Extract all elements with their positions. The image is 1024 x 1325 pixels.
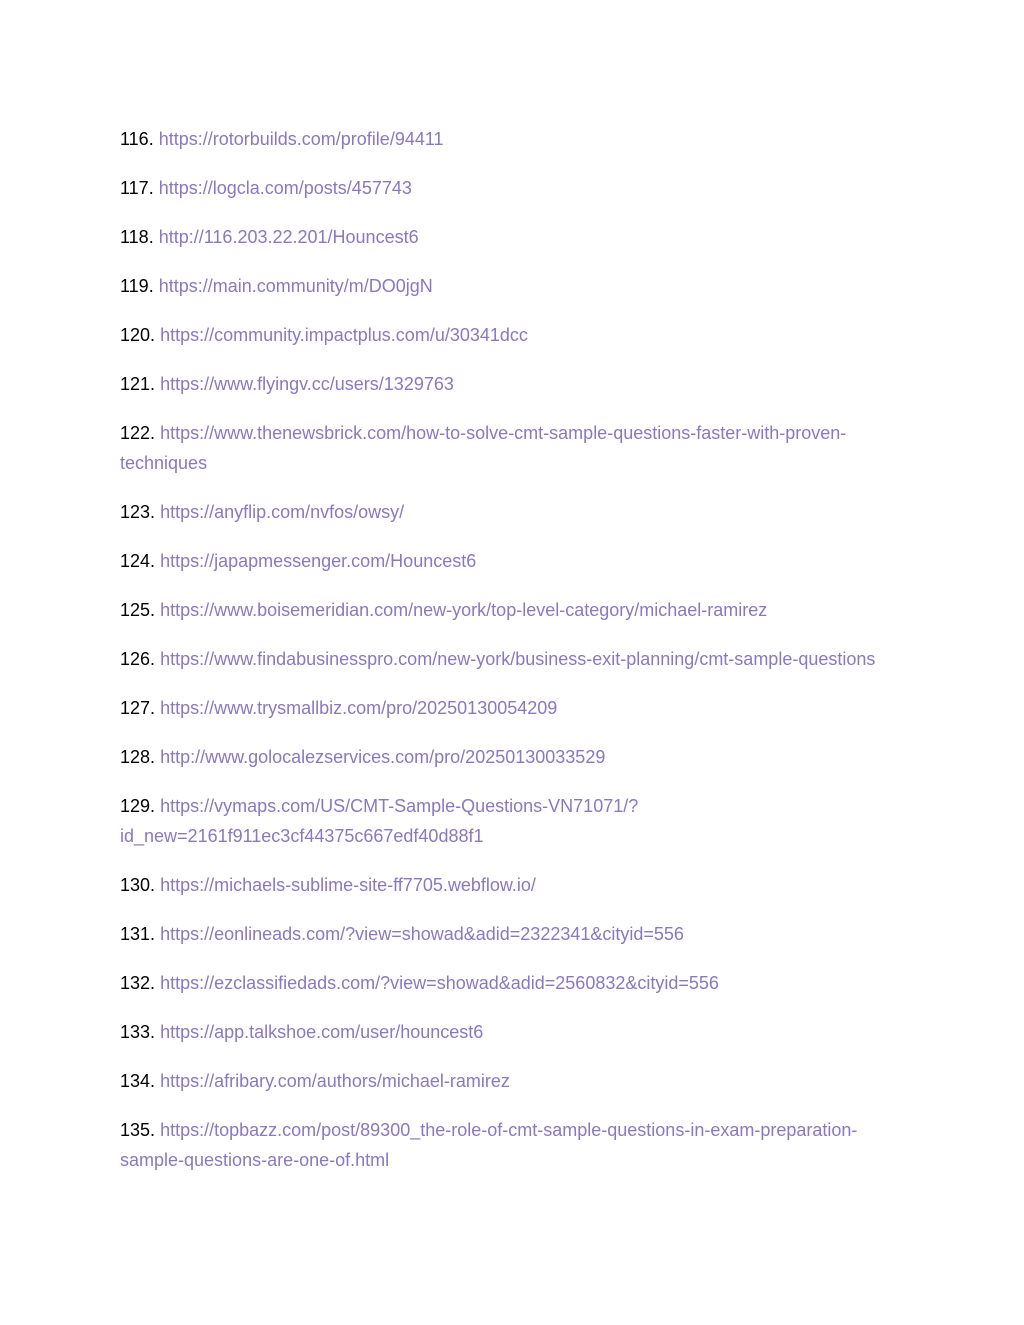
list-item — [120, 791, 910, 851]
list-item — [120, 418, 910, 478]
list-item — [120, 870, 910, 900]
item-link[interactable]: https://ezclassifiedads.com/?view=showad&adid=2560832&cityid=556 — [160, 973, 719, 993]
list-item — [120, 369, 910, 399]
list-item — [120, 742, 910, 772]
item-number: 134. — [120, 1071, 156, 1091]
item-number: 124. — [120, 551, 156, 571]
item-link[interactable]: https://www.flyingv.cc/users/1329763 — [160, 374, 454, 394]
item-number: 135. — [120, 1120, 156, 1140]
item-link[interactable]: https://www.trysmallbiz.com/pro/20250130054209 — [160, 698, 558, 718]
item-number: 122. — [120, 423, 156, 443]
document-page — [120, 124, 910, 1194]
item-number: 128. — [120, 747, 156, 767]
list-item — [120, 1066, 910, 1096]
list-item — [120, 320, 910, 350]
item-link[interactable]: https://community.impactplus.com/u/30341dcc — [160, 325, 528, 345]
item-number: 123. — [120, 502, 156, 522]
item-number: 118. — [120, 227, 154, 247]
item-link[interactable]: http://www.golocalezservices.com/pro/20250130033529 — [160, 747, 606, 767]
item-number: 130. — [120, 875, 156, 895]
list-item — [120, 497, 910, 527]
item-link[interactable]: http://116.203.22.201/Houncest6 — [158, 227, 419, 247]
list-item — [120, 644, 910, 674]
item-link[interactable]: https://vymaps.com/US/CMT-Sample-Questions-VN71071/?id_new=2161f911ec3cf44375c667edf40d88f1 — [120, 796, 639, 846]
item-number: 117. — [120, 178, 154, 198]
item-link[interactable]: https://japapmessenger.com/Houncest6 — [160, 551, 477, 571]
item-link[interactable]: https://main.community/m/DO0jgN — [158, 276, 433, 296]
item-number: 132. — [120, 973, 156, 993]
list-item — [120, 1017, 910, 1047]
list-item — [120, 919, 910, 949]
item-link[interactable]: https://app.talkshoe.com/user/houncest6 — [160, 1022, 484, 1042]
item-link[interactable]: https://anyflip.com/nvfos/owsy/ — [160, 502, 405, 522]
item-link[interactable]: https://michaels-sublime-site-ff7705.webflow.io/ — [160, 875, 536, 895]
item-number: 126. — [120, 649, 156, 669]
list-item — [120, 173, 910, 203]
item-number: 133. — [120, 1022, 156, 1042]
item-link[interactable]: https://afribary.com/authors/michael-ramirez — [160, 1071, 510, 1091]
item-link[interactable]: https://eonlineads.com/?view=showad&adid=2322341&cityid=556 — [160, 924, 684, 944]
list-item — [120, 546, 910, 576]
list-item — [120, 124, 910, 154]
item-number: 131. — [120, 924, 156, 944]
item-link[interactable]: https://www.findabusinesspro.com/new-york/business-exit-planning/cmt-sample-questions — [160, 649, 876, 669]
item-link[interactable]: https://www.boisemeridian.com/new-york/top-level-category/michael-ramirez — [160, 600, 768, 620]
list-item — [120, 595, 910, 625]
item-number: 116. — [120, 129, 154, 149]
list-item — [120, 693, 910, 723]
list-item — [120, 222, 910, 252]
list-item — [120, 271, 910, 301]
item-link[interactable]: https://logcla.com/posts/457743 — [158, 178, 412, 198]
list-item — [120, 1115, 910, 1175]
item-number: 125. — [120, 600, 156, 620]
item-number: 121. — [120, 374, 156, 394]
item-link[interactable]: https://rotorbuilds.com/profile/94411 — [158, 129, 444, 149]
item-link[interactable]: https://topbazz.com/post/89300_the-role-of-cmt-sample-questions-in-exam-preparation-sample-questions-are-one-of.html — [120, 1120, 858, 1170]
item-number: 119. — [120, 276, 154, 296]
item-number: 127. — [120, 698, 156, 718]
item-number: 129. — [120, 796, 156, 816]
item-link[interactable]: https://www.thenewsbrick.com/how-to-solve-cmt-sample-questions-faster-with-proven-techniques — [120, 423, 847, 473]
item-number: 120. — [120, 325, 156, 345]
list-item — [120, 968, 910, 998]
